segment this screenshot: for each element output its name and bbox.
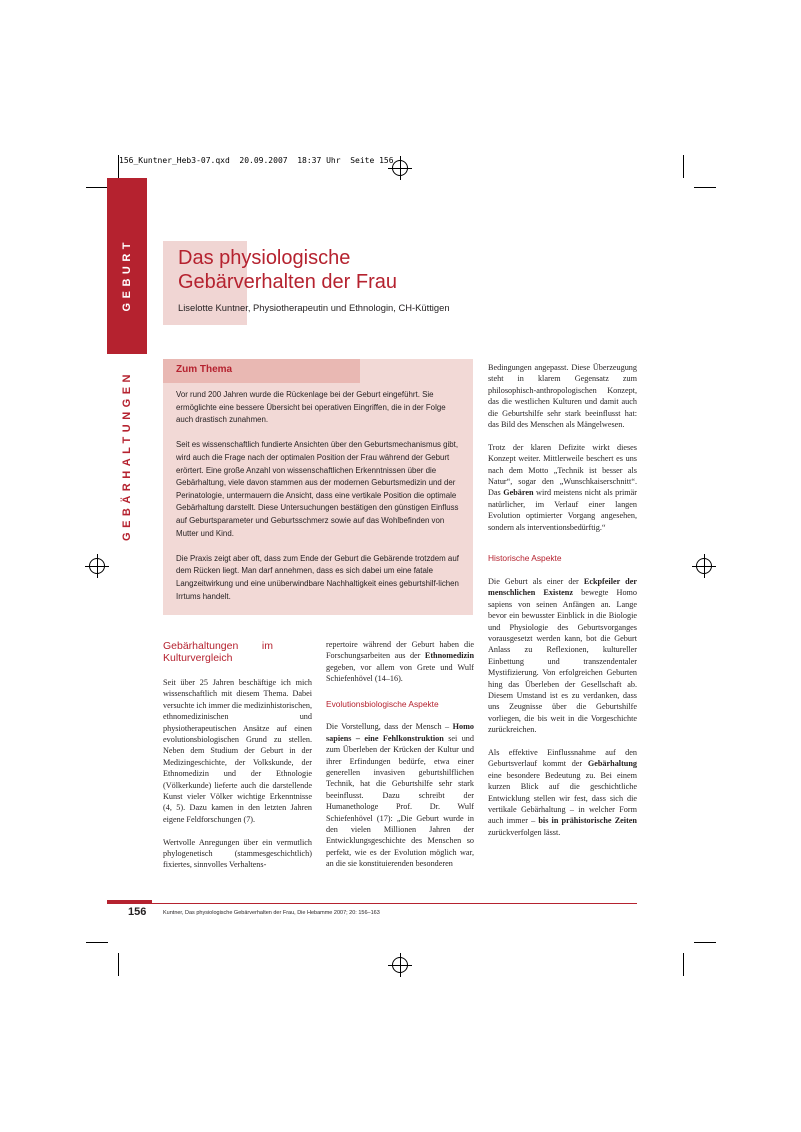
text-run: bewegte Homo sapiens von seinen Anfängen an. Lange bevor ein bewusster Einblick in die Biologie und Physiologie des Geburtsvorganges vorausgesetzt werden kann, bot die Geburt Anlass zu Reflexionen, kultureller Einbettung und transzendentaler Mystifizierung. Von erfolgreichen Geburten hing das Überleben der Gesellschaft ab. Diesem Umstand ist es zu verdanken, dass uns Zeugnisse über die Geburtshilfe vorliegen, die bis weit in die Vorgeschichte zurückreichen. [488,588,637,735]
text-run: sei und zum Überleben der Krücken der Kultur und ihrer Erfindungen bedürfe, etwa einer generellen invasiven geburtshilflichen Technik, hat die Geburtshilfe sehr stark beeinflusst. Dazu schreibt der Humanethologe Prof. Dr. Wulf Schiefenhövel (17): „Die Geburt wurde in den vielen Millionen Jahren der Entwicklungsgeschichte des Menschen so perfekt, wie es der Evolution möglich war, an die sie konstituierenden besonderen [326,733,474,869]
column-2 [326,639,474,881]
text-run: Trotz der klaren Defizite wirkt dieses Konzept weiter. Mittlerweile beschert es uns nach dem Motto „Technik ist besser als Natur“, sogar den „Wunschkaiserschnitt“. Das [488,442,637,498]
text-run-bold: Homo sapiens – eine Fehlkonstruktion [326,722,474,743]
summary-paragraph: Vor rund 200 Jahren wurde die Rückenlage bei der Geburt eingeführt. Sie ermöglichte eine bessere Übersicht bei operativen Eingriffen, die in der Folge auch drastisch zunahmen. [176,390,446,425]
footer-rule [107,903,637,904]
text-run-bold: Gebären [503,488,534,498]
body-paragraph [488,576,637,736]
summary-paragraph: Die Praxis zeigt aber oft, dass zum Ende der Geburt die Gebärende trotzdem auf dem Rücken liegt. Man darf annehmen, dass es sich dabei um eine fatale Langzeitwirkung und eine unüberwindbare Nachhaltigkeit eines geburtshilf-lichen Irrtums handelt. [176,553,459,601]
text-run: Als effektive Einflussnahme auf den Geburtsverlauf kommt der [488,747,637,769]
text-run: Die Geburt als einer der [488,576,584,586]
section-heading: Historische Aspekte [488,553,562,564]
text-run: eine besondere Bedeutung zu. Bei einem kurzen Blick auf die geschichtliche Entwicklung stellen wir fest, dass sich die vertikale Gebärhaltung – in welcher Form auch immer – [488,770,637,826]
crop-mark [694,942,716,943]
text-run: Die Vorstellung, dass der Mensch – [326,722,453,732]
text-run: repertoire während der Geburt haben die Forschungsarbeiten aus der [326,640,474,661]
column-1 [163,640,312,882]
registration-mark [89,558,105,574]
summary-paragraph: Seit es wissenschaftlich fundierte Ansichten über den Geburtsmechanismus gibt, wird auch die Frage nach der optimalen Position der Frau während der Geburt erörtert. Eine große Anzahl von wissenschaftlichen Erkenntnissen über die Gebärhaltung, viele davon stammen aus der modernen Geburtsmedizin und der Perinatologie, untermauern die Ansicht, dass eine vertikale Position die optimale Gebärhaltung darstellt. Diese Untersuchungen bestätigen den günstigen Einfluss auf Geburtsparameter und Geburtsschmerz sowie auf das Wohlbefinden von Mutter und Kind. [176,440,459,538]
text-run-bold: bis in prähistorische Zeiten [538,816,637,826]
text-run: zurückverfolgen lässt. [488,827,561,837]
body-paragraph: Seit über 25 Jahren beschäftige ich mich wissenschaftlich mit diesem Thema. Dabei versuchte ich immer die medizinhistorischen, ethnomedizinischen und physiotherapeutischen Ansätze auf einen evolutionsbiologischen Grund zu stellen. Neben dem Studium der Geburt in der Medizingeschichte, der Volkskunde, der Ethnomedizin und der Ethnologie (Völkerkunde) lieferte auch die darstellende Kunst vieler Völker wichtige Erkenntnisse (4, 5). Dazu kamen in den letzten Jahren eigene Feldforschungen (7). [163,678,312,824]
body-paragraph [488,442,637,533]
section-side-label: GEBÄRHALTUNGEN [121,370,133,541]
section-heading: Gebärhaltungen im Kulturvergleich [163,640,273,664]
body-paragraph [326,721,474,869]
page-number: 156 [128,906,147,918]
body-paragraph: Bedingungen angepasst. Diese Überzeugung steht in klarem Gegensatz zum philosophisch-anthropologischen Konzept, das die westlichen Kulturen und damit auch die Geburtshilfe sehr stark beeinflusst hat: das Bild des Menschen als Mängelwesen. [488,363,637,430]
text-run: wird meistens nicht als primär natürlicher, im Verlauf einer langen Evolution optimierter Vorgang angesehen, sondern als interventionsbedürftig.“ [488,488,637,532]
crop-mark [86,942,108,943]
title-line-2: Gebärverhalten der Frau [178,271,398,293]
crop-mark [694,187,716,188]
text-run-bold: Eckpfeiler der menschlichen Existenz [488,576,637,598]
registration-mark [696,558,712,574]
body-paragraph [488,747,637,838]
author-line: Liselotte Kuntner, Physiotherapeutin und Ethnologin, CH-Küttigen [178,302,450,313]
crop-mark [683,155,684,178]
crop-mark [683,953,684,976]
column-3 [488,362,637,850]
crop-mark [86,187,108,188]
section-heading: Evolutionsbiologische Aspekte [326,698,439,709]
title-line-1: Das physiologische [178,247,351,269]
summary-heading: Zum Thema [176,364,233,375]
body-paragraph: Wertvolle Anregungen über ein vermutlich phylogenetisch (stammesgeschichtlich) fixiertes, sinnvolles Verhaltens- [163,837,312,870]
text-run: gegeben, vor allem von Grete und Wulf Schiefenhövel (14–16). [326,662,474,684]
registration-mark [392,957,408,973]
text-run-bold: Gebärhaltung [587,759,637,769]
printer-slug: 156_Kuntner_Heb3-07.qxd 20.09.2007 18:37 Uhr Seite 156 [119,156,394,165]
registration-mark [392,160,408,176]
text-run-bold: Ethnomedizin [424,651,474,661]
crop-mark [118,953,119,976]
summary-text [176,389,462,616]
footer-citation: Kuntner, Das physiologische Gebärverhalten der Frau, Die Hebamme 2007; 20: 156–163 [163,910,380,916]
section-label: GEBURT [121,238,133,312]
crop-mark [118,155,119,178]
article-title [178,246,397,294]
body-paragraph [326,639,474,685]
